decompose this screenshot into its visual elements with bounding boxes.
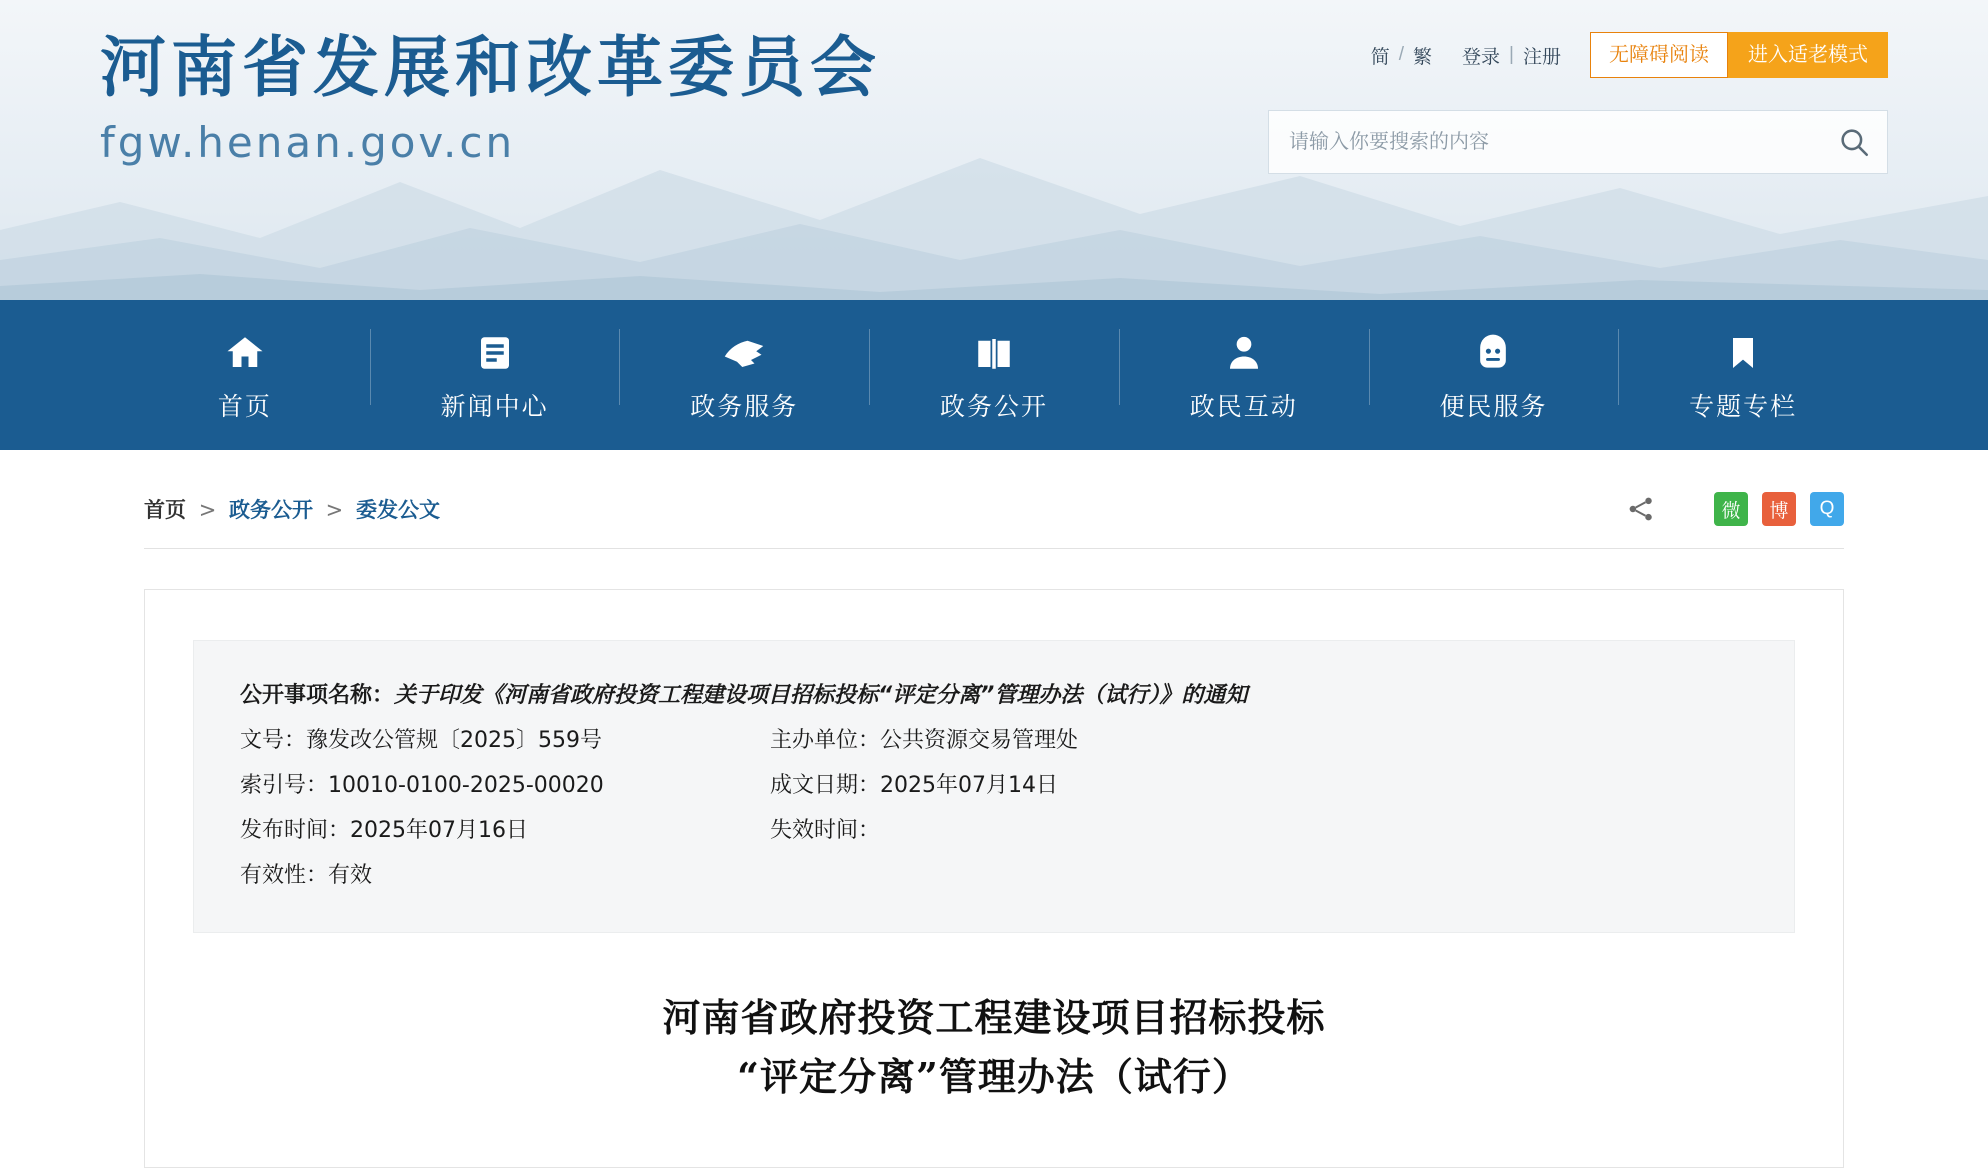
nav-item-news[interactable] [370, 317, 620, 433]
breadcrumb-home[interactable]: 首页 [144, 498, 186, 522]
home-icon [120, 327, 370, 379]
book-icon [869, 327, 1119, 379]
meta-row-validity [240, 853, 760, 898]
meta-label-written-date: 成文日期： [770, 773, 881, 799]
article-meta-box [193, 640, 1795, 933]
lang-divider: / [1398, 44, 1405, 65]
meta-value-written-date: 2025年07月14日 [880, 773, 1058, 799]
meta-value-publish-date: 2025年07月16日 [350, 818, 528, 844]
register-link[interactable]: 注册 [1522, 46, 1561, 68]
accessible-reading-button[interactable]: 无障碍阅读 [1590, 32, 1728, 78]
meta-row-expire-date [770, 808, 1748, 853]
breadcrumb-level3[interactable]: 委发公文 [355, 498, 440, 522]
nav-item-interaction[interactable] [1119, 317, 1369, 433]
nav-item-government-disclosure[interactable] [869, 317, 1119, 433]
nav-item-special-topics[interactable] [1618, 317, 1868, 433]
meta-row-doc-no [240, 718, 760, 763]
breadcrumb-section [144, 450, 1844, 549]
breadcrumb [144, 494, 440, 524]
nav-label: 新闻中心 [440, 392, 549, 421]
nav-label: 便民服务 [1439, 392, 1548, 421]
meta-value-host: 公共资源交易管理处 [880, 728, 1079, 754]
meta-row-publish-date [240, 808, 760, 853]
meta-label-publish-date: 发布时间： [240, 818, 351, 844]
page-title [193, 989, 1795, 1107]
main-navigation [0, 300, 1988, 450]
meta-row-written-date [770, 763, 1748, 808]
nav-item-convenience-service[interactable] [1369, 317, 1619, 433]
breadcrumb-separator: > [325, 498, 344, 522]
nav-label: 政务服务 [690, 392, 799, 421]
nav-label: 专题专栏 [1689, 392, 1798, 421]
meta-grid [240, 718, 1748, 898]
doc-title-line2: “评定分离”管理办法（试行） [737, 1054, 1251, 1100]
login-link[interactable]: 登录 [1462, 46, 1501, 68]
nav-label: 政民互动 [1189, 392, 1298, 421]
meta-value-validity: 有效 [328, 863, 373, 889]
site-logo[interactable] [100, 30, 881, 167]
meta-empty-cell [770, 853, 1748, 898]
news-icon [370, 327, 620, 379]
qq-share-icon[interactable]: Q [1810, 492, 1844, 526]
lang-simplified-link[interactable]: 简 [1370, 46, 1390, 68]
lang-traditional-link[interactable]: 繁 [1413, 46, 1433, 68]
article-card [144, 589, 1844, 1168]
bookmark-icon [1618, 327, 1868, 379]
share-icon[interactable] [1624, 492, 1658, 526]
meta-value-doc-no: 豫发改公管规〔2025〕559号 [306, 728, 602, 754]
share-area [1624, 492, 1844, 526]
meta-label-doc-no: 文号： [240, 728, 307, 754]
smile-icon [1369, 327, 1619, 379]
meta-label-expire-date: 失效时间： [770, 818, 881, 844]
search-box[interactable] [1268, 110, 1888, 174]
nav-label: 首页 [217, 392, 272, 421]
site-header-banner [0, 0, 1988, 300]
breadcrumb-level2[interactable]: 政务公开 [228, 498, 313, 522]
breadcrumb-separator: > [198, 498, 217, 522]
weibo-share-icon[interactable]: 博 [1762, 492, 1796, 526]
elder-mode-button[interactable]: 进入适老模式 [1728, 32, 1888, 78]
top-utility-links [1364, 32, 1888, 78]
meta-label-validity: 有效性： [240, 863, 329, 889]
search-input[interactable] [1269, 111, 1821, 173]
meta-value-index: 10010-0100-2025-00020 [328, 773, 604, 799]
nav-item-home[interactable] [120, 317, 370, 433]
login-divider: | [1509, 44, 1514, 65]
meta-row-name [240, 673, 1748, 718]
meta-value-name: 关于印发《河南省政府投资工程建设项目招标投标“评定分离”管理办法（试行）》的通知 [394, 683, 1248, 708]
site-title-cn: 河南省发展和改革委员会 [100, 29, 881, 106]
site-url: fgw.henan.gov.cn [100, 117, 516, 167]
meta-row-host [770, 718, 1748, 763]
wechat-share-icon[interactable]: 微 [1714, 492, 1748, 526]
nav-item-government-service[interactable] [619, 317, 869, 433]
nav-label: 政务公开 [940, 392, 1049, 421]
service-icon [619, 327, 869, 379]
meta-label-index: 索引号： [240, 773, 329, 799]
meta-label-host: 主办单位： [770, 728, 881, 754]
meta-label-name: 公开事项名称： [240, 683, 395, 708]
search-icon[interactable] [1821, 111, 1887, 173]
user-icon [1119, 327, 1369, 379]
meta-row-index [240, 763, 760, 808]
doc-title-line1: 河南省政府投资工程建设项目招标投标 [662, 995, 1326, 1041]
